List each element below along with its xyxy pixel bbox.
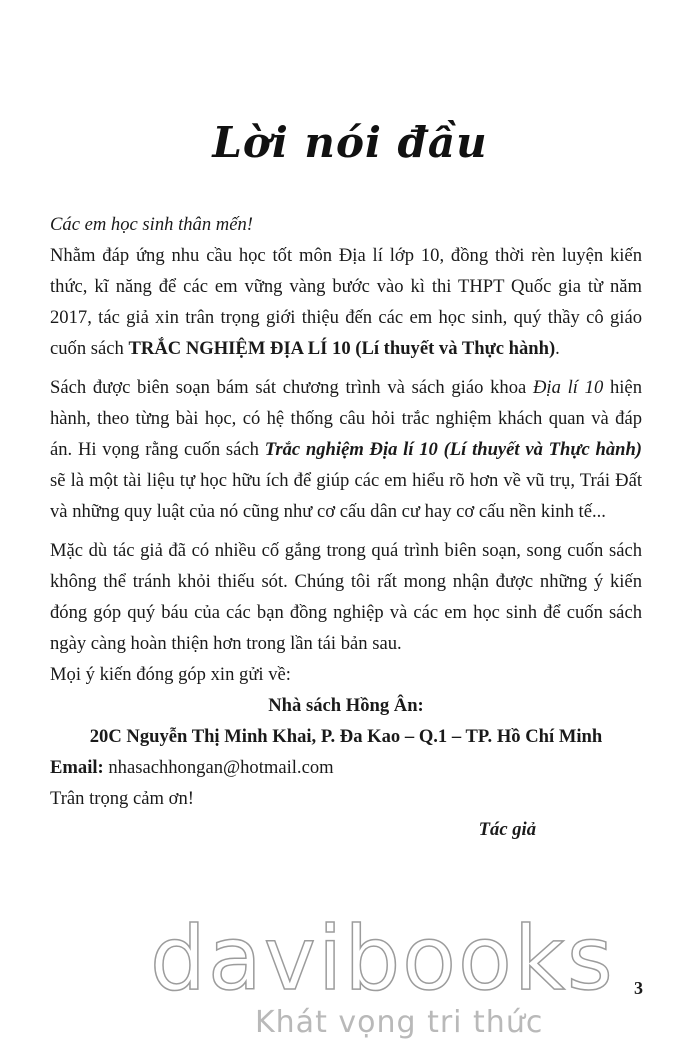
paragraph-1-line-2: thức, kĩ năng để các em vững vàng bước vào kì thi THPT Quốc gia từ năm 2017,: [50, 276, 642, 328]
page-title: Lời nói đầu: [212, 118, 488, 167]
watermark-brand: davibooks: [150, 907, 615, 1010]
paragraph-2-part-3: sẽ là một tài liệu tự học hữu ích để giúp các em hiểu rõ hơn về vũ trụ, Trái Đất và những quy luật của nó cũng như cơ cấu dân cư hay cơ cấu nền kinh tế...: [50, 470, 642, 522]
paragraph-3: Mặc dù tác giả đã có nhiều cố gắng trong quá trình biên soạn, song cuốn sách không thể tránh khỏi thiếu sót. Chúng tôi rất mong nhận được những ý kiến đóng góp quý báu của các bạn đồng nghiệp và các em học sinh để cuốn sách ngày càng hoàn thiện hơn trong lần tái bản sau.: [50, 540, 642, 654]
author-signature: Tác giả: [478, 819, 536, 840]
email-line: [50, 752, 642, 783]
email-value: nhasachhongan@hotmail.com: [103, 757, 334, 778]
book-title-bold: TRẮC NGHIỆM ĐỊA LÍ 10 (Lí thuyết và Thực hành): [128, 338, 556, 359]
publisher-address: 20C Nguyễn Thị Minh Khai, P. Đa Kao – Q.1 – TP. Hồ Chí Minh: [89, 726, 603, 747]
paragraph-2-part-1: Sách được biên soạn bám sát chương trình và sách giáo khoa: [50, 377, 533, 398]
paragraph-1-line-3: tác giả xin trân trọng giới thiệu đến các em học sinh, quý thầy cô giáo cuốn sách: [50, 307, 642, 359]
thanks: Trân trọng cảm ơn!: [50, 788, 194, 809]
contact-intro: Mọi ý kiến đóng góp xin gửi về:: [50, 664, 291, 685]
preface-body: [50, 209, 642, 845]
paragraph-1: [50, 240, 642, 364]
email-label: Email:: [50, 757, 104, 778]
paragraph-2: [50, 372, 642, 527]
book-title-italic: Trắc nghiệm Địa lí 10 (Lí thuyết và Thực hành): [264, 439, 643, 460]
publisher-name: Nhà sách Hồng Ân:: [268, 695, 424, 716]
paragraph-1-line-1: Nhằm đáp ứng nhu cầu học tốt môn Địa lí lớp 10, đồng thời rèn luyện kiến: [50, 245, 642, 266]
page-number: 3: [634, 978, 643, 998]
watermark-tagline: Khát vọng tri thức: [255, 1005, 544, 1040]
textbook-name: Địa lí 10: [532, 377, 604, 398]
paragraph-2-part-2: hiện hành, theo từng bài học, có hệ thống câu hỏi trắc nghiệm khách quan và đáp án. Hi vọng rằng cuốn sách: [50, 377, 642, 460]
greeting: Các em học sinh thân mến!: [50, 214, 253, 235]
paragraph-1-end: .: [555, 338, 560, 359]
